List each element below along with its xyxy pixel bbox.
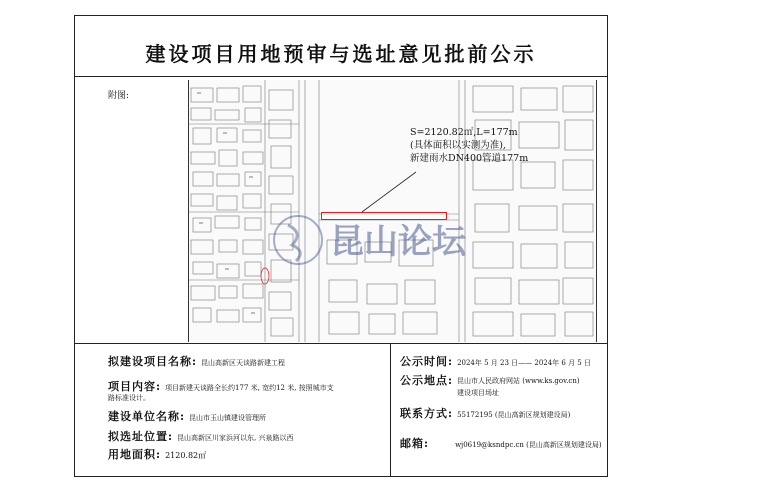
notice-title: 建设项目用地预审与选址意见批前公示	[145, 42, 537, 66]
site-callout	[410, 126, 528, 165]
email-value: wj0619@ksndpc.cn (昆山高新区规划建设局)	[455, 441, 602, 449]
project-name-value: 昆山高新区天谈路新建工程	[201, 359, 286, 367]
area-label: 用地面积:	[108, 448, 162, 461]
callout-area: S=2120.82㎡,L=177m	[410, 127, 518, 138]
email-label: 邮箱:	[400, 437, 430, 450]
figure-label: 附图:	[108, 91, 130, 101]
time-label: 公示时间:	[400, 355, 454, 368]
project-content-value-cont: 路标准设计。	[108, 394, 150, 402]
location-field	[108, 428, 294, 444]
area-field	[108, 446, 206, 462]
project-name-label: 拟建设项目名称:	[108, 355, 198, 368]
project-content-value: 项目新建天谈路全长约177 米, 宽约12 米, 按照城市支	[165, 384, 334, 392]
project-content-label: 项目内容:	[108, 380, 162, 393]
contact-field	[400, 405, 570, 421]
place-label: 公示地点:	[400, 374, 454, 387]
builder-label: 建设单位名称:	[108, 410, 186, 423]
builder-field	[108, 408, 266, 424]
info-divider	[74, 343, 608, 344]
info-column-divider	[390, 344, 391, 477]
contact-value: 55172195 (昆山高新区规划建设局)	[457, 411, 571, 419]
area-value: 2120.82㎡	[165, 451, 207, 460]
watermark-logo	[270, 195, 530, 285]
email-field	[400, 435, 602, 451]
location-label: 拟选址位置:	[108, 430, 174, 443]
forum-watermark	[270, 195, 530, 289]
project-name-field	[108, 353, 285, 369]
watermark-text: 昆山论坛	[330, 222, 466, 262]
place-value: 昆山市人民政府网站 (www.ks.gov.cn)	[457, 377, 580, 385]
builder-value: 昆山市玉山镇建设管理所	[189, 414, 267, 422]
time-field	[400, 353, 591, 369]
contact-label: 联系方式:	[400, 407, 454, 420]
location-value: 昆山高新区川家浜河以东, 兴泉路以西	[177, 434, 294, 442]
callout-pipe: 新建雨水DN400管道177m	[410, 153, 529, 164]
title-divider	[74, 76, 608, 77]
callout-note: (具体面积以实测为准),	[410, 140, 506, 151]
time-value: 2024年 5 月 23 日—— 2024年 6 月 5 日	[457, 359, 591, 367]
place-value-cont: 建设项目场址	[457, 389, 499, 397]
place-field	[400, 372, 453, 388]
project-content-field	[108, 378, 334, 394]
